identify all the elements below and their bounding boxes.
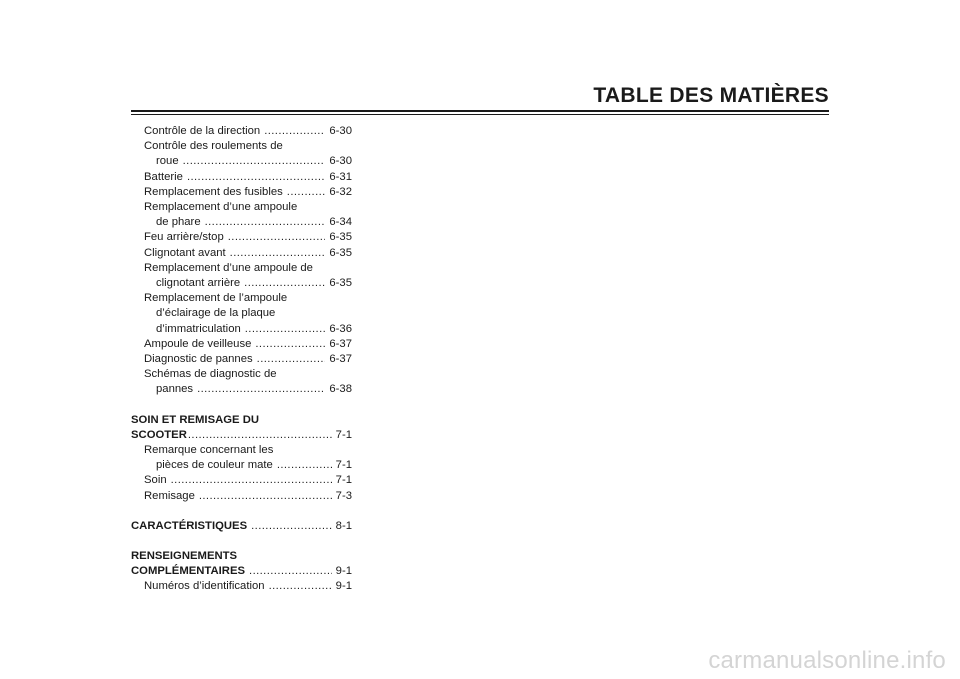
toc-leader-dots <box>257 352 326 367</box>
toc-page-number: 6-31 <box>329 170 352 183</box>
toc-section-label: SOIN ET REMISAGE DU <box>131 413 260 426</box>
toc-entry-label: roue <box>156 155 179 168</box>
toc-entry-veilleuse[interactable] <box>131 337 352 352</box>
toc-page-number: 6-32 <box>329 185 352 198</box>
toc-leader-dots <box>269 579 332 594</box>
page-title: TABLE DES MATIÈRES <box>593 84 829 107</box>
toc-section-label: CARACTÉRISTIQUES <box>131 519 248 532</box>
toc-page-number: 6-34 <box>329 216 352 229</box>
toc-entry-feu-arriere[interactable] <box>131 230 352 245</box>
toc-page-number: 9-1 <box>335 565 352 578</box>
toc-page-number: 6-35 <box>329 231 352 244</box>
toc-entry-plaque-line2[interactable] <box>131 306 352 321</box>
toc-leader-dots <box>244 276 325 291</box>
toc-entry-label: pièces de couleur mate <box>156 459 273 472</box>
toc-page-number: 7-1 <box>335 428 352 441</box>
toc-section-renseignements-line2[interactable] <box>131 564 352 579</box>
toc-entry-plaque-line3[interactable] <box>131 322 352 337</box>
toc-section-soin-line2[interactable] <box>131 428 352 443</box>
toc-entry-label: Remisage <box>144 489 195 502</box>
toc-entry-roulements-line2[interactable] <box>131 154 352 169</box>
toc-section-label: COMPLÉMENTAIRES <box>131 565 246 578</box>
toc-entry-label: Feu arrière/stop <box>144 231 224 244</box>
toc-page-number: 6-30 <box>329 125 352 137</box>
toc-entry-label: d’immatriculation <box>156 322 241 335</box>
title-rule-thin <box>131 114 829 115</box>
toc-entry-fusibles[interactable] <box>131 185 352 200</box>
toc-entry-label: Remplacement de l’ampoule <box>144 292 288 305</box>
toc-section-renseignements-line1[interactable] <box>131 549 352 564</box>
toc-page-number: 8-1 <box>335 519 352 532</box>
toc-leader-dots <box>171 473 332 488</box>
toc-entry-label: Contrôle de la direction <box>144 125 261 137</box>
toc-entry-soin[interactable] <box>131 473 352 488</box>
toc-page-number: 7-3 <box>335 489 352 502</box>
toc-leader-dots <box>255 337 325 352</box>
toc-leader-dots <box>251 519 332 534</box>
toc-entry-roulements-line1[interactable] <box>131 139 352 154</box>
toc-entry-schemas-line1[interactable] <box>131 367 352 382</box>
title-rule-thick <box>131 110 829 112</box>
toc-entry-clignotant-avant[interactable] <box>131 246 352 261</box>
toc-entry-label: pannes <box>156 383 194 396</box>
toc-leader-dots <box>249 564 332 579</box>
toc-entry-label: de phare <box>156 216 201 229</box>
toc-entry-label: Clignotant avant <box>144 246 226 259</box>
toc-page-number: 7-1 <box>335 459 352 472</box>
toc-entry-label: Contrôle des roulements de <box>144 140 283 153</box>
toc-leader-dots <box>205 215 326 230</box>
toc-leader-dots <box>230 246 326 261</box>
toc-entry-label: Numéros d’identification <box>144 580 265 593</box>
toc-entry-label: Remplacement d’une ampoule <box>144 201 298 214</box>
toc-section-label: RENSEIGNEMENTS <box>131 550 238 563</box>
toc-page-number: 6-37 <box>329 337 352 350</box>
toc-entry-mate-line2[interactable] <box>131 458 352 473</box>
toc-leader-dots <box>277 458 332 473</box>
toc-page-number: 6-38 <box>329 383 352 396</box>
toc-leader-dots <box>199 489 332 504</box>
toc-entry-remisage[interactable] <box>131 489 352 504</box>
toc-page-number: 6-35 <box>329 277 352 290</box>
toc-entry-label: d’éclairage de la plaque <box>156 307 276 320</box>
toc-entry-ampoule-phare-line2[interactable] <box>131 215 352 230</box>
table-of-contents <box>131 124 352 595</box>
toc-leader-dots <box>183 154 326 169</box>
toc-entry-mate-line1[interactable] <box>131 443 352 458</box>
toc-entry-identification[interactable] <box>131 579 352 594</box>
toc-leader-dots <box>188 428 332 443</box>
toc-page-number: 6-30 <box>329 155 352 168</box>
toc-entry-controle-direction[interactable] <box>131 124 352 139</box>
section-gap <box>131 398 352 413</box>
toc-leader-dots <box>287 185 326 200</box>
toc-entry-label: Remarque concernant les <box>144 444 274 457</box>
toc-entry-ampoule-phare-line1[interactable] <box>131 200 352 215</box>
toc-entry-label: Remplacement d’une ampoule de <box>144 261 313 274</box>
toc-page-number: 7-1 <box>335 474 352 487</box>
toc-leader-dots <box>228 230 326 245</box>
toc-leader-dots <box>245 322 326 337</box>
toc-entry-batterie[interactable] <box>131 170 352 185</box>
watermark-text: carmanualsonline.info <box>708 647 946 674</box>
section-gap <box>131 534 352 549</box>
toc-entry-label: Soin <box>144 474 167 487</box>
toc-page-number: 6-35 <box>329 246 352 259</box>
toc-leader-dots <box>264 124 325 139</box>
toc-page-number: 9-1 <box>335 580 352 593</box>
section-gap <box>131 504 352 519</box>
toc-page-number: 6-36 <box>329 322 352 335</box>
toc-entry-clignotant-arriere-line1[interactable] <box>131 261 352 276</box>
toc-entry-label: Batterie <box>144 170 183 183</box>
toc-entry-label: Schémas de diagnostic de <box>144 368 277 381</box>
toc-section-caracteristiques[interactable] <box>131 519 352 534</box>
toc-entry-label: Ampoule de veilleuse <box>144 337 252 350</box>
toc-page-number: 6-37 <box>329 353 352 366</box>
toc-entry-plaque-line1[interactable] <box>131 291 352 306</box>
toc-entry-label: clignotant arrière <box>156 277 241 290</box>
toc-entry-schemas-line2[interactable] <box>131 382 352 397</box>
toc-entry-diagnostic[interactable] <box>131 352 352 367</box>
toc-entry-label: Remplacement des fusibles <box>144 185 283 198</box>
toc-leader-dots <box>187 170 325 185</box>
toc-entry-clignotant-arriere-line2[interactable] <box>131 276 352 291</box>
toc-leader-dots <box>197 382 325 397</box>
toc-entry-label: Diagnostic de pannes <box>144 353 253 366</box>
toc-section-label: SCOOTER <box>131 428 187 441</box>
toc-section-soin-line1[interactable] <box>131 413 352 428</box>
